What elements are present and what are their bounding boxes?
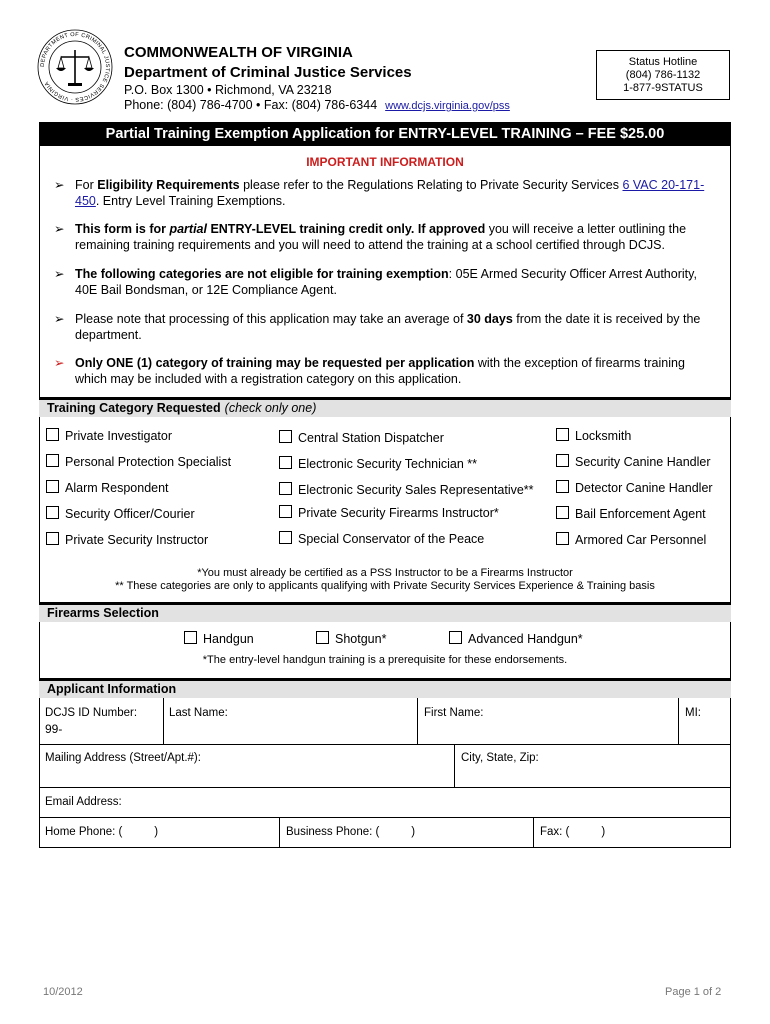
arrow-bullet-icon: ➢ bbox=[54, 312, 65, 326]
home-phone-field[interactable]: Home Phone: ( ) bbox=[45, 826, 159, 838]
revision-date: 10/2012 bbox=[43, 986, 83, 998]
grid-line bbox=[39, 744, 731, 745]
business-phone-field[interactable]: Business Phone: ( ) bbox=[286, 826, 416, 838]
checkbox-electronic-security-sales[interactable]: Electronic Security Sales Representative** bbox=[279, 482, 534, 497]
website-link[interactable]: www.dcjs.virginia.gov/pss bbox=[385, 100, 510, 112]
bullet-not-eligible: ➢ The following categories are not eligible for training exemption: 05E Armed Security Officer Arrest Authority, 40E Bail Bondsman, or 12E Compliance Agent. bbox=[54, 267, 697, 297]
contact-line bbox=[124, 98, 510, 112]
checkbox-security-officer[interactable]: Security Officer/Courier bbox=[46, 506, 195, 521]
checkbox-armored-car[interactable]: Armored Car Personnel bbox=[556, 532, 706, 547]
hotline-tollfree: 1-877-9STATUS bbox=[623, 82, 703, 94]
email-field[interactable]: Email Address: bbox=[45, 796, 122, 808]
hotline-phone: (804) 786-1132 bbox=[625, 69, 701, 81]
firearms-note: *The entry-level handgun training is a prerequisite for these endorsements. bbox=[202, 654, 568, 666]
grid-line bbox=[39, 787, 731, 788]
last-name-field[interactable]: Last Name: bbox=[169, 707, 228, 719]
hotline-title: Status Hotline bbox=[628, 56, 698, 68]
bullet-processing-time: ➢ Please note that processing of this application may take an average of 30 days from the date it is received by the department. bbox=[54, 312, 701, 342]
bullet-eligibility: ➢ For Eligibility Requirements please refer to the Regulations Relating to Private Security Services 6 VAC 20-171-450. Entry Level Training Exemptions. bbox=[54, 178, 705, 208]
first-name-field[interactable]: First Name: bbox=[424, 707, 484, 719]
experience-note: ** These categories are only to applicants qualifying with Private Security Services Experience & Training basis bbox=[115, 580, 655, 592]
arrow-bullet-icon: ➢ bbox=[54, 222, 65, 236]
checkbox-firearms-instructor[interactable]: Private Security Firearms Instructor* bbox=[279, 505, 499, 520]
grid-line bbox=[678, 698, 679, 744]
checkbox-alarm-respondent[interactable]: Alarm Respondent bbox=[46, 480, 169, 495]
checkbox-detector-canine[interactable]: Detector Canine Handler bbox=[556, 480, 713, 495]
checkbox-bail-enforcement[interactable]: Bail Enforcement Agent bbox=[556, 506, 706, 521]
mailing-address: P.O. Box 1300 • Richmond, VA 23218 bbox=[124, 83, 332, 97]
grid-line bbox=[39, 817, 731, 818]
status-hotline-box bbox=[596, 50, 730, 100]
checkbox-advanced-handgun[interactable]: Advanced Handgun* bbox=[449, 631, 583, 646]
checkbox-locksmith[interactable]: Locksmith bbox=[556, 428, 631, 443]
applicant-header: Applicant Information bbox=[39, 678, 731, 698]
important-heading: IMPORTANT INFORMATION bbox=[306, 155, 464, 169]
dcjs-id-field[interactable]: DCJS ID Number: 99- bbox=[45, 707, 138, 736]
regulation-link[interactable]: 6 VAC 20-171-450 bbox=[75, 178, 705, 208]
form-title: Partial Training Exemption Application for ENTRY-LEVEL TRAINING – FEE $25.00 bbox=[39, 122, 731, 146]
grid-line bbox=[454, 744, 455, 787]
bullet-partial-credit: ➢ This form is for partial ENTRY-LEVEL training credit only. If approved you will receive a letter outlining the remaining training requirements and you will need to attend the training at a school certified through DCJS. bbox=[54, 222, 687, 252]
grid-line bbox=[533, 817, 534, 848]
checkbox-private-investigator[interactable]: Private Investigator bbox=[46, 428, 172, 443]
seal-text: DEPARTMENT OF CRIMINAL JUSTICE SERVICES · VIRGINIA bbox=[39, 31, 111, 103]
grid-line bbox=[163, 698, 164, 744]
instructor-note: *You must already be certified as a PSS Instructor to be a Firearms Instructor bbox=[197, 567, 573, 579]
grid-line bbox=[279, 817, 280, 848]
arrow-bullet-icon: ➢ bbox=[54, 178, 65, 192]
firearms-header: Firearms Selection bbox=[39, 602, 731, 622]
phone-fax: Phone: (804) 786-4700 • Fax: (804) 786-6344 bbox=[124, 98, 378, 112]
checkbox-electronic-security-tech[interactable]: Electronic Security Technician ** bbox=[279, 456, 477, 471]
checkbox-private-security-instructor[interactable]: Private Security Instructor bbox=[46, 532, 208, 547]
checkbox-special-conservator[interactable]: Special Conservator of the Peace bbox=[279, 531, 484, 546]
bullet-one-category: ➢ Only ONE (1) category of training may be requested per application with the exception of firearms training which may be included with a registration category on this application. bbox=[54, 356, 685, 386]
checkbox-handgun[interactable]: Handgun bbox=[184, 631, 254, 646]
org-name: COMMONWEALTH OF VIRGINIA bbox=[124, 44, 353, 61]
checkbox-personal-protection[interactable]: Personal Protection Specialist bbox=[46, 454, 231, 469]
arrow-bullet-icon: ➢ bbox=[54, 267, 65, 281]
mailing-address-field[interactable]: Mailing Address (Street/Apt.#): bbox=[45, 752, 201, 764]
department-name: Department of Criminal Justice Services bbox=[124, 64, 412, 81]
middle-initial-field[interactable]: MI: bbox=[685, 707, 701, 719]
dcjs-seal-logo bbox=[36, 28, 114, 106]
checkbox-central-station-dispatcher[interactable]: Central Station Dispatcher bbox=[279, 430, 444, 445]
city-state-zip-field[interactable]: City, State, Zip: bbox=[461, 752, 539, 764]
fax-field[interactable]: Fax: ( ) bbox=[540, 826, 606, 838]
checkbox-security-canine[interactable]: Security Canine Handler bbox=[556, 454, 711, 469]
page-number: Page 1 of 2 bbox=[665, 986, 722, 998]
arrow-bullet-icon: ➢ bbox=[54, 356, 65, 370]
grid-line bbox=[417, 698, 418, 744]
training-category-header: Training Category Requested (check only one) bbox=[39, 397, 731, 417]
checkbox-shotgun[interactable]: Shotgun* bbox=[316, 631, 386, 646]
